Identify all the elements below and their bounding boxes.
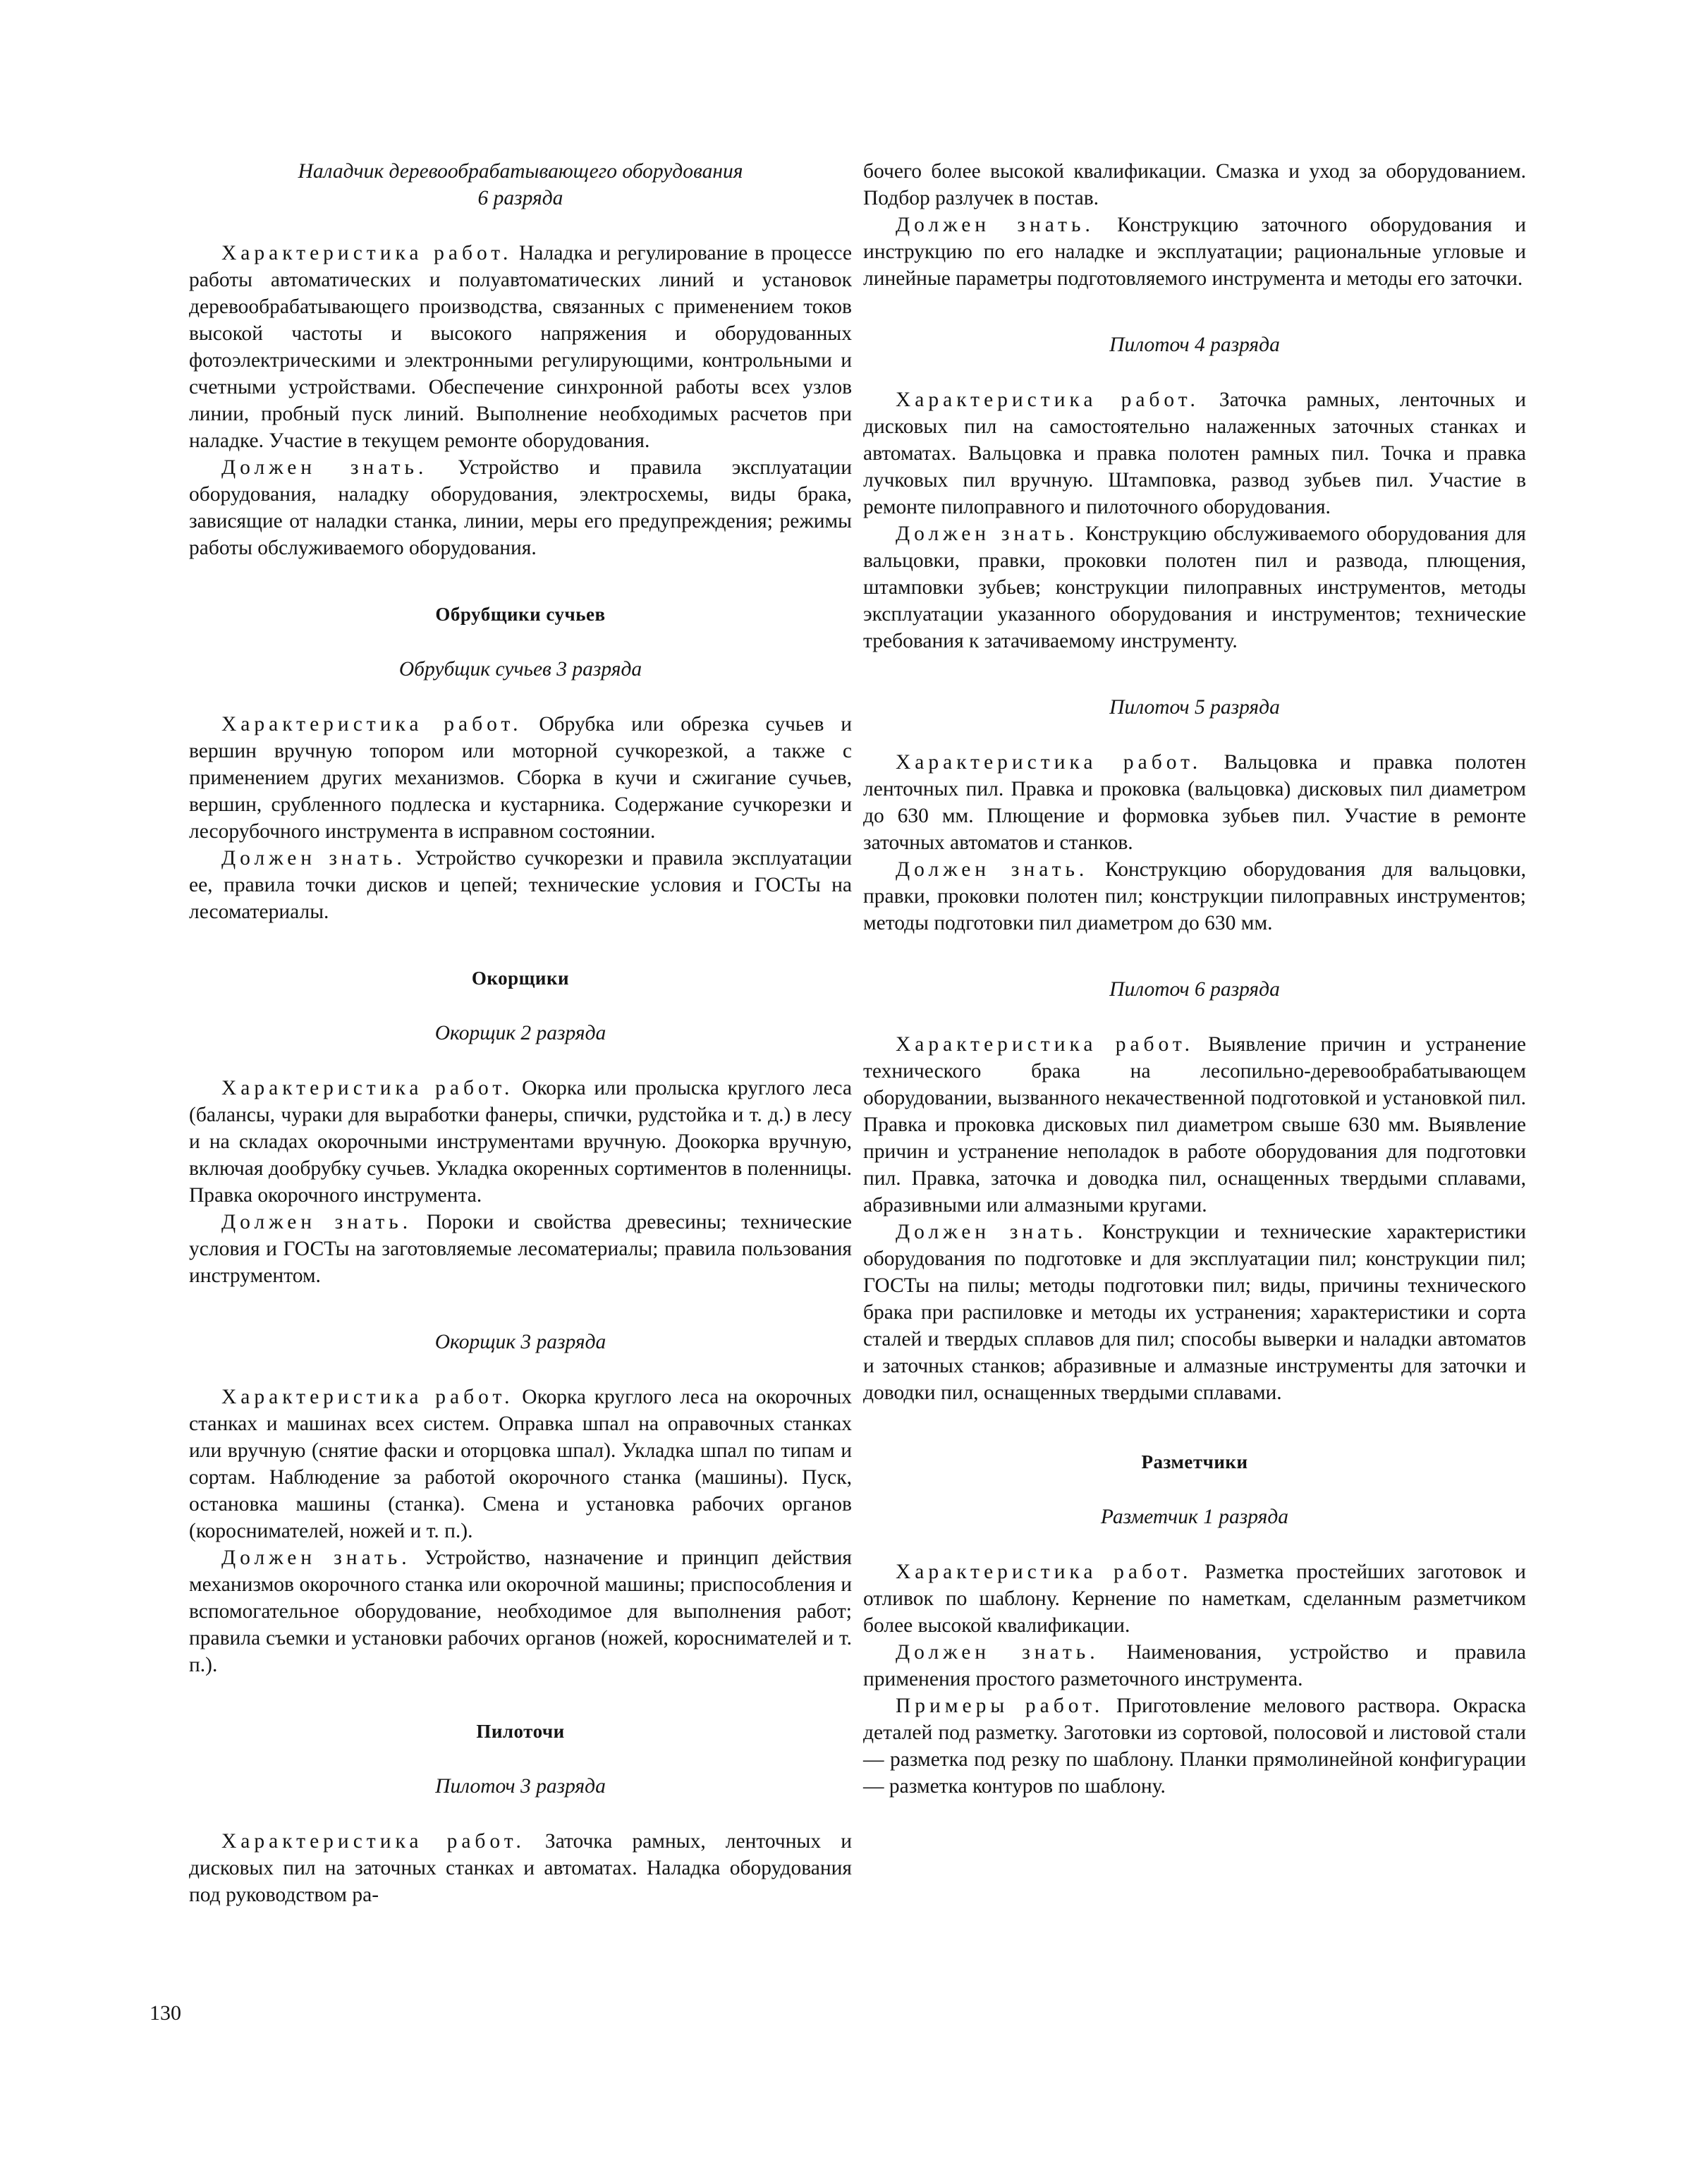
heading-okorshchik-2: Окорщик 2 разряда [434, 1022, 606, 1044]
razmetchik-1-must-know: Должен знать. Наименования, устройство и правила применения простого разметочного инструмента. [863, 1641, 1526, 1690]
heading-obrubshchiki: Обрубщики сучьев [435, 604, 606, 625]
heading-razmetchik-1: Разметчик 1 разряда [1100, 1506, 1289, 1528]
page-number: 130 [150, 2001, 181, 2025]
pilotoch-4-must-know: Должен знать. Конструкцию обслуживаемого оборудования для вальцовки, правки, проковки полотен пил и развода, плющения, штамповки зубьев; конструкции пилоправных инструментов, методы эксплуатации указанного оборудования и инструментов; технические требования к затачиваемому инструменту. [863, 523, 1526, 652]
right-column [863, 158, 1526, 1800]
naladchik-must-know: Должен знать. Устройство и правила эксплуатации оборудования, наладку оборудования, электросхемы, виды брака, зависящие от наладки станка, линии, меры его предупреждения; режимы работы обслуживаемого оборудования. [189, 456, 852, 559]
razmetchik-1-characteristics: Характеристика работ. Разметка простейших заготовок и отливок по шаблону. Кернение по наметкам, сделанным разметчиком более высокой квалификации. [863, 1561, 1526, 1637]
obrubshchik-3-characteristics: Характеристика работ. Обрубка или обрезка сучьев и вершин вручную топором или моторной сучкорезкой, а также с применением других механизмов. Сборка в кучи и сжигание сучьев, вершин, срубленного подлеска и кустарника. Содержание сучкорезки и лесорубочного инструмента в исправном состоянии. [189, 713, 852, 843]
heading-pilotoch-3: Пилоточ 3 разряда [435, 1775, 606, 1798]
pilotoch-3-must-know: Должен знать. Конструкцию заточного оборудования и инструкцию по его наладке и эксплуатации; рациональные угловые и линейные параметры подготовляемого инструмента и методы его заточки. [863, 214, 1526, 290]
okorshchik-2-characteristics: Характеристика работ. Окорка или пролыска круглого леса (балансы, чураки для выработки фанеры, спички, рудстойка и т. д.) в лесу и на складах окорочными инструментами вручную. Доокорка вручную, включая дообрубку сучьев. Укладка окоренных сортиментов в поленницы. Правка окорочного инструмента. [189, 1077, 852, 1207]
okorshchik-2-must-know: Должен знать. Пороки и свойства древесины; технические условия и ГОСТы на заготовляемые лесоматериалы; правила пользования инструментом. [189, 1211, 853, 1287]
pilotoch-3-characteristics: Характеристика работ. Заточка рамных, ленточных и дисковых пил на заточных станках и автоматах. Наладка оборудования под руководством ра- [189, 1830, 852, 1906]
heading-okorshchik-3: Окорщик 3 разряда [434, 1331, 606, 1353]
heading-naladchik: Наладчик деревообрабатывающего оборудования [298, 160, 743, 183]
left-column [189, 158, 852, 1908]
pilotoch-4-characteristics: Характеристика работ. Заточка рамных, ленточных и дисковых пил на самостоятельно налаженных заточных станках и автоматах. Вальцовка и правка полотен рамных пил. Точка и правка лучковых пил вручную. Штамповка, развод зубьев пил. Участие в ремонте пилоправного и пилоточного оборудования. [863, 389, 1526, 518]
heading-obrubshchik-3: Обрубщик сучьев 3 разряда [398, 658, 642, 681]
okorshchik-3-characteristics: Характеристика работ. Окорка круглого леса на окорочных станках и машинах всех систем. Оправка шпал на оправочных станках или вручную (снятие фаски и оторцовка шпал). Укладка шпал по типам и сортам. Наблюдение за работой окорочного станка (машины). Пуск, остановка машины (станка). Смена и установка рабочих органов (короснимателей, ножей и т. п.). [189, 1386, 852, 1542]
razmetchik-1-work-examples: Примеры работ. Приготовление мелового раствора. Окраска деталей под разметку. Заготовки из сортовой, полосовой и листовой стали — разметка под резку по шаблону. Планки прямолинейной конфигурации — разметка контуров по шаблону. [863, 1695, 1526, 1798]
pilotoch-6-must-know: Должен знать. Конструкции и технические характеристики оборудования по подготовке и для эксплуатации пил; конструкции пил; ГОСТы на пилы; методы подготовки пил; виды, причины технического брака при распиловке и методы их устранения; характеристики и сорта сталей и твердых сплавов для пил; способы выверки и наладки автоматов и заточных станков; абразивные и алмазные инструменты для заточки и доводки пил, оснащенных твердыми сплавами. [863, 1221, 1526, 1404]
pilotoch-5-characteristics: Характеристика работ. Вальцовка и правка полотен ленточных пил. Правка и проковка (вальцовка) дисковых пил диаметром до 630 мм. Плющение и формовка зубьев пил. Участие в ремонте заточных автоматов и станков. [863, 751, 1526, 854]
pilotoch-3-characteristics-continued: бочего более высокой квалификации. Смазка и уход за оборудованием. Подбор разлучек в постав. [863, 160, 1526, 209]
heading-pilotoch-5: Пилоточ 5 разряда [1109, 696, 1280, 719]
naladchik-characteristics: Характеристика работ. Наладка и регулирование в процессе работы автоматических и полуавтоматических линий и установок деревообрабатывающего производства, связанных с применением токов высокой частоты и высокого напряжения и оборудованных фотоэлектрическими и электронными регулирующими, контрольными и счетными устройствами. Обеспечение синхронной работы всех узлов линии, пробный пуск линий. Выполнение необходимых расчетов при наладке. Участие в текущем ремонте оборудования. [189, 242, 852, 452]
heading-pilotochi: Пилоточи [476, 1721, 565, 1742]
obrubshchik-3-must-know: Должен знать. Устройство сучкорезки и правила эксплуатации ее, правила точки дисков и цепей; технические условия и ГОСТы на лесоматериалы. [189, 847, 852, 923]
heading-pilotoch-6: Пилоточ 6 разряда [1109, 978, 1280, 1001]
heading-pilotoch-4: Пилоточ 4 разряда [1109, 334, 1280, 356]
pilotoch-6-characteristics: Характеристика работ. Выявление причин и устранение технического брака на лесопильно-деревообрабатывающем оборудовании, вызванного некачественной подготовкой и установкой пил. Правка и проковка дисковых пил диаметром свыше 630 мм. Выявление причин и устранение неполадок в работе оборудования для подготовки пил. Правка, заточка и доводка пил, оснащенных твердыми сплавами, абразивными или алмазными кругами. [863, 1033, 1526, 1216]
okorshchik-3-must-know: Должен знать. Устройство, назначение и принцип действия механизмов окорочного станка или окорочной машины; приспособления и вспомогательное оборудование, необходимое для выполнения работ; правила съемки и установки рабочих органов (ножей, короснимателей и т. п.). [189, 1547, 852, 1676]
heading-okorshchiki: Окорщики [471, 968, 570, 989]
pilotoch-5-must-know: Должен знать. Конструкцию оборудования для вальцовки, правки, проковки полотен пил; конструкции пилоправных инструментов; методы подготовки пил диаметром до 630 мм. [863, 858, 1526, 934]
heading-razmetchiki: Разметчики [1141, 1451, 1248, 1472]
heading-naladchik-grade: 6 разряда [477, 187, 563, 209]
